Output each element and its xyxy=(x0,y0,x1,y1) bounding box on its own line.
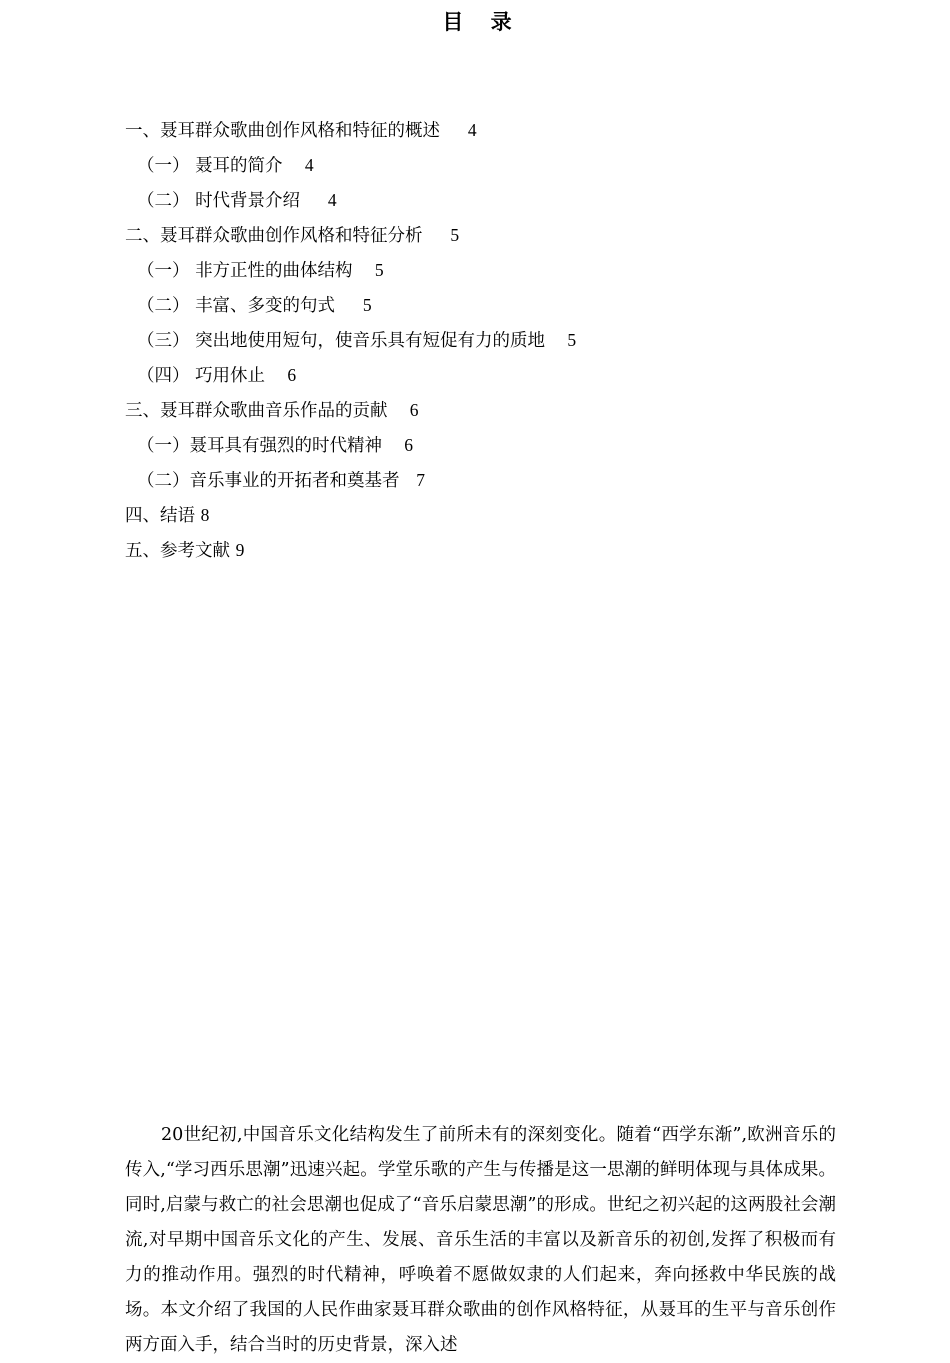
toc-entry[interactable] xyxy=(125,358,576,393)
toc-entry-page-number: 4 xyxy=(327,190,337,210)
toc-entry[interactable] xyxy=(125,323,576,358)
toc-entry-page-number: 6 xyxy=(404,435,414,455)
toc-entry-page-number: 5 xyxy=(450,225,460,245)
toc-entry-page-number: 6 xyxy=(287,365,297,385)
toc-entry[interactable] xyxy=(125,253,576,288)
toc-entry-page-number: 4 xyxy=(304,155,314,175)
toc-entry-gap xyxy=(382,436,404,456)
toc-entry[interactable] xyxy=(125,393,576,428)
toc-entry[interactable] xyxy=(125,498,576,533)
toc-entry-page-number: 9 xyxy=(235,540,245,560)
toc-entry-text: （二） 时代背景介绍 xyxy=(137,191,301,211)
toc-entry-text: （二） 丰富、多变的句式 xyxy=(137,296,336,316)
toc-entry-gap xyxy=(353,261,375,281)
toc-entry-text: （一） 非方正性的曲体结构 xyxy=(137,261,353,281)
toc-entry-text: （一）聂耳具有强烈的时代精神 xyxy=(137,436,382,456)
toc-entry[interactable] xyxy=(125,533,576,568)
toc-entry-gap xyxy=(440,121,468,141)
toc-entry-gap xyxy=(300,191,328,211)
toc-entry-page-number: 7 xyxy=(416,470,425,490)
toc-entry-text: （四） 巧用休止 xyxy=(137,366,266,386)
toc-entry-gap xyxy=(400,471,417,491)
toc-entry-gap xyxy=(265,366,287,386)
toc-entry-text: 五、参考文献 xyxy=(125,541,230,561)
toc-entry[interactable] xyxy=(125,113,576,148)
toc-title: 目 录 xyxy=(442,9,522,34)
toc-entry-gap xyxy=(545,331,567,351)
toc-entry[interactable] xyxy=(125,218,576,253)
table-of-contents xyxy=(125,113,576,568)
toc-entry-text: 二、聂耳群众歌曲创作风格和特征分析 xyxy=(125,226,423,246)
toc-entry-text: （三） 突出地使用短句，使音乐具有短促有力的质地 xyxy=(137,331,546,351)
toc-entry[interactable] xyxy=(125,288,576,323)
toc-entry-text: 一、聂耳群众歌曲创作风格和特征的概述 xyxy=(125,121,440,141)
toc-entry-page-number: 5 xyxy=(362,295,372,315)
toc-entry-page-number: 5 xyxy=(567,330,577,350)
body-paragraph: 20世纪初,中国音乐文化结构发生了前所未有的深刻变化。随着“西学东渐”,欧洲音乐的传入,“学习西乐思潮”迅速兴起。学堂乐歌的产生与传播是这一思潮的鲜明体现与具体成果。同时,启蒙与救亡的社会思潮也促成了“音乐启蒙思潮”的形成。世纪之初兴起的这两股社会潮流,对早期中国音乐文化的产生、发展、音乐生活的丰富以及新音乐的初创,发挥了积极而有力的推动作用。强烈的时代精神，呼唤着不愿做奴隶的人们起来，奔向拯救中华民族的战场。本文介绍了我国的人民作曲家聂耳群众歌曲的创作风格特征，从聂耳的生平与音乐创作两方面入手，结合当时的历史背景，深入述 xyxy=(125,1125,836,1355)
toc-entry-text: （二）音乐事业的开拓者和奠基者 xyxy=(137,471,400,491)
toc-entry-text: 三、聂耳群众歌曲音乐作品的贡献 xyxy=(125,401,388,421)
toc-entry-page-number: 4 xyxy=(467,120,477,140)
toc-entry-page-number: 5 xyxy=(374,260,384,280)
toc-entry-page-number: 8 xyxy=(200,505,210,525)
toc-entry-gap xyxy=(388,401,410,421)
toc-entry[interactable] xyxy=(125,148,576,183)
toc-entry-gap xyxy=(423,226,451,246)
toc-entry-text: 四、结语 xyxy=(125,506,195,526)
toc-entry-text: （一） 聂耳的简介 xyxy=(137,156,283,176)
toc-entry-gap xyxy=(335,296,363,316)
toc-entry[interactable] xyxy=(125,428,576,463)
toc-entry[interactable] xyxy=(125,463,576,498)
toc-entry-page-number: 6 xyxy=(409,400,419,420)
toc-entry-gap xyxy=(283,156,305,176)
toc-entry[interactable] xyxy=(125,183,576,218)
